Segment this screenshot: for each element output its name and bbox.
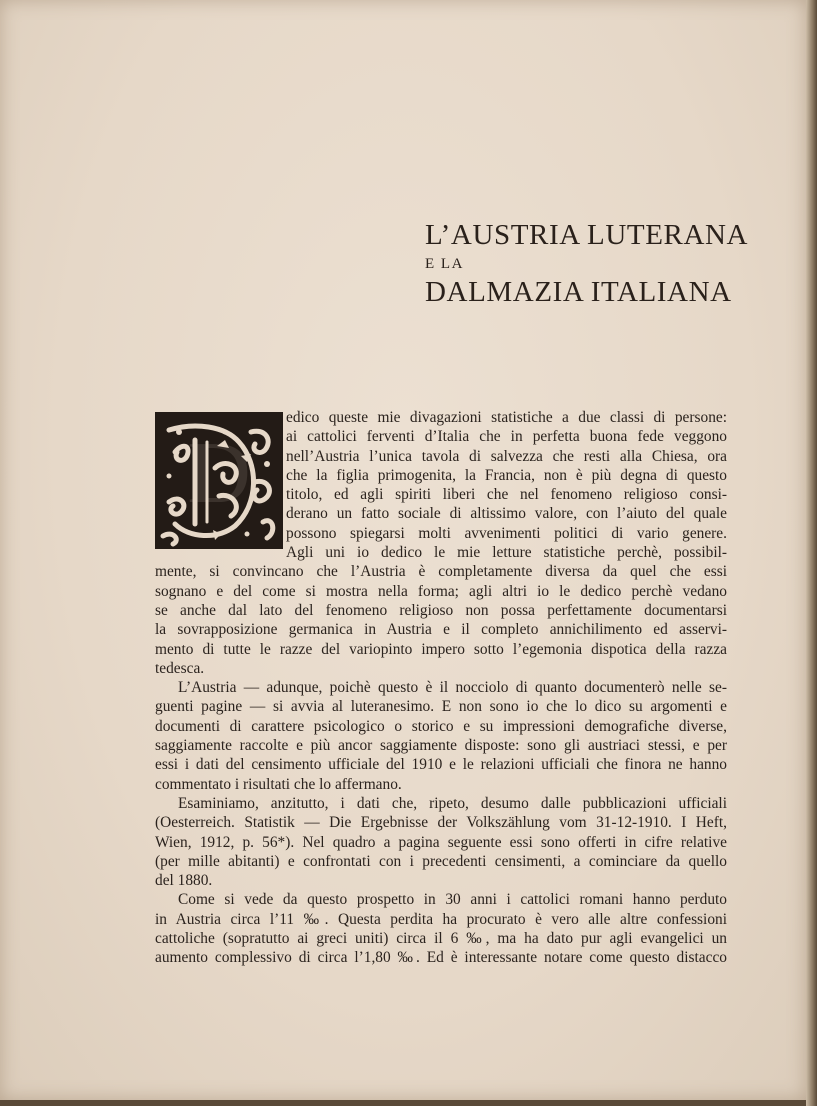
- text-line: essi i dati del censimento ufficiale del 1910 e le relazioni ufficiali che finora ne hanno: [155, 756, 727, 774]
- text-line: edico queste mie divagazioni statistiche a due classi di persone:: [286, 409, 727, 426]
- text-line: se anche dal lato del fenomeno religioso non possa perfettamente documentarsi: [155, 601, 727, 619]
- text-line: mente, si convincano che l’Austria è completamente diversa da quel che essi: [155, 563, 727, 581]
- text-line: L’Austria — adunque, poichè questo è il nocciolo di quanto documenterò nelle se-: [178, 679, 727, 697]
- title-block: [425, 218, 749, 309]
- title-line-1: L’AUSTRIA LUTERANA: [425, 219, 749, 251]
- text-line: (Oesterreich. Statistik — Die Ergebnisse der Volkszählung vom 31-12-1910. I Heft,: [155, 814, 727, 832]
- title-line-3: DALMAZIA ITALIANA: [425, 276, 732, 308]
- body-text: [155, 408, 727, 968]
- text-line: del 1880.: [155, 872, 213, 890]
- text-line: Come si vede da questo prospetto in 30 anni i cattolici romani hanno perduto: [178, 891, 727, 909]
- text-line: cattoliche (sopratutto ai greci uniti) circa il 6 ‰, ma ha dato pur agli evangelici un: [155, 930, 727, 948]
- text-line: la sovrapposizione germanica in Austria e il completo annichilimento ed asservi-: [155, 621, 727, 639]
- text-line: Wien, 1912, p. 56*). Nel quadro a pagina seguente essi sono offerti in cifre relative: [155, 833, 727, 851]
- title-line-2: E LA: [425, 256, 464, 272]
- text-line: commentato i risultati che lo affermano.: [155, 775, 402, 793]
- text-line: ai cattolici ferventi d’Italia che in perfetta buona fede veggono: [286, 428, 727, 446]
- text-line: sognano e del come si mostra nella forma; agli altri io le dedico perchè vedano: [155, 582, 727, 600]
- text-line: che la figlia primogenita, la Francia, non è più degna di questo: [286, 466, 727, 484]
- text-line: documenti di carattere psicologico o storico e su impressioni demografiche diverse,: [155, 717, 727, 735]
- text-line: Agli uni io dedico le mie letture statistiche perchè, possibil-: [286, 544, 727, 562]
- text-line: derano un fatto sociale di altissimo valore, con l’aiuto del quale: [286, 505, 727, 523]
- svg-text:D: D: [187, 425, 251, 522]
- text-line: aumento complessivo di circa l’1,80 ‰. Ed è interessante notare come questo distacco: [155, 949, 727, 967]
- text-line: in Austria circa l’11 ‰. Questa perdita ha procurato è vero alle altre confessioni: [155, 910, 727, 928]
- text-line: possono spiegarsi molti avvenimenti politici di vario genere.: [286, 524, 727, 542]
- text-line: mento di tutte le razze del variopinto impero sotto l’egemonia dispotica della razza: [155, 640, 727, 658]
- text-line: nell’Austria l’unica tavola di salvezza che resti alla Chiesa, ora: [286, 447, 727, 465]
- text-line: guenti pagine — si avvia al luteranesimo. E non sono io che lo dico su argomenti e: [155, 698, 727, 716]
- text-line: saggiamente raccolte e più ancor saggiamente disposte: sono gli austriaci stessi, e per: [155, 737, 727, 755]
- text-line: (per mille abitanti) e confrontati con i precedenti censimenti, a cominciare da quello: [155, 852, 727, 870]
- text-line: tedesca.: [155, 659, 205, 677]
- text-line: Esaminiamo, anzitutto, i dati che, ripeto, desumo dalle pubblicazioni ufficiali: [178, 794, 727, 812]
- page-edge: [806, 0, 817, 1106]
- text-line: titolo, ed agli spiriti liberi che nel fenomeno religioso consi-: [286, 486, 727, 504]
